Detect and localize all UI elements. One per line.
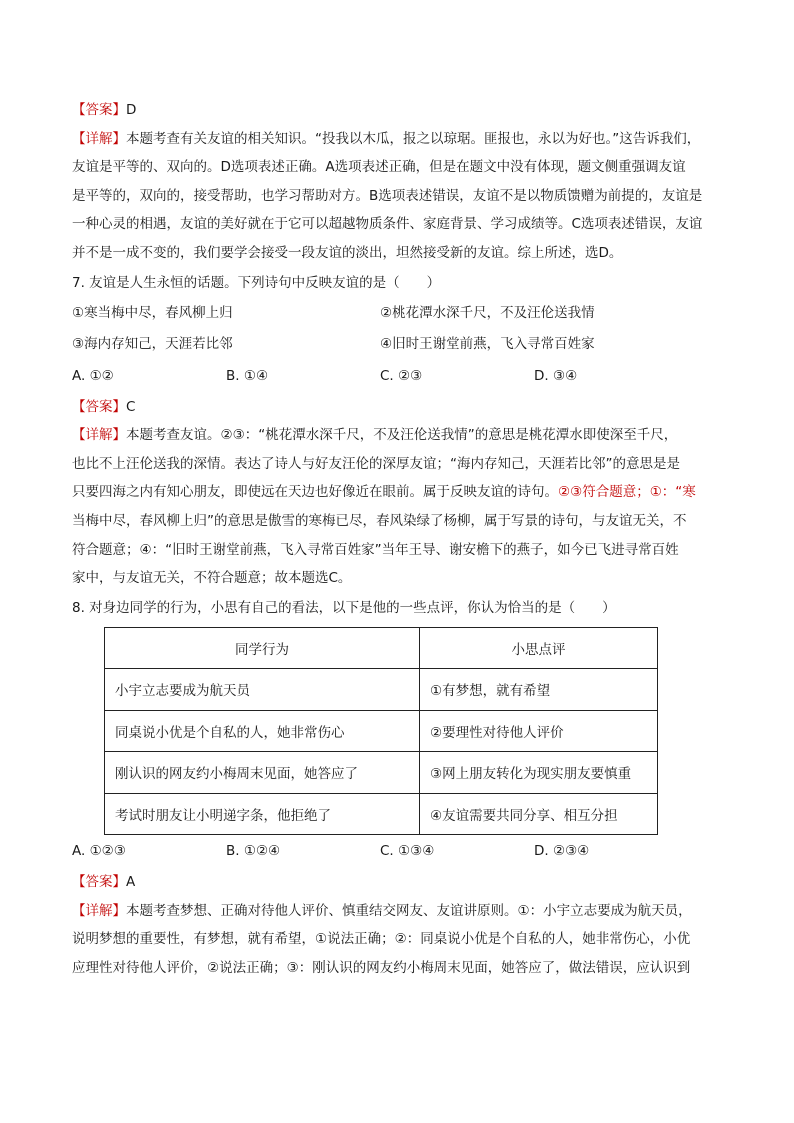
- document-page: [72, 96, 724, 983]
- table-row: [105, 710, 658, 752]
- table-cell: ④友谊需要共同分享、相互分担: [420, 793, 658, 835]
- table-row: [105, 752, 658, 794]
- table-cell: 刚认识的网友约小梅周末见面，她答应了: [105, 752, 420, 794]
- detail-line: 并不是一成不变的，我们要学会接受一段友谊的淡出，坦然接受新的友谊。综上所述，选D。: [72, 244, 623, 261]
- table-row: [105, 793, 658, 835]
- answer-tag: 【答案】: [72, 102, 126, 118]
- table-header: 同学行为: [105, 627, 420, 669]
- table-cell: 同桌说小优是个自私的人，她非常伤心: [105, 710, 420, 752]
- table-cell: ②要理性对待他人评价: [420, 710, 658, 752]
- detail-line: 应理性对待他人评价，②说法正确；③：刚认识的网友约小梅周末见面，她答应了，做法错误，应认识到: [72, 960, 691, 976]
- detail-line: 【详解】本题考查有关友谊的相关知识。“投我以木瓜，报之以琼琚。匪报也，永以为好也。”这告诉我们，: [72, 130, 701, 147]
- poem-item: ④旧时王谢堂前燕，飞入寻常百姓家: [380, 335, 595, 352]
- detail-tag: 【详解】: [72, 902, 126, 919]
- detail-line: 符合题意；④：“旧时王谢堂前燕，飞入寻常百姓家”当年王导、谢安檐下的燕子，如今已飞进寻常百姓: [72, 541, 679, 558]
- table-row: [105, 669, 658, 711]
- detail-line: 只要四海之内有知心朋友，即使远在天边也好像近在眼前。属于反映友谊的诗句。②③符合题意；①：“寒: [72, 484, 696, 501]
- table-cell: ①有梦想，就有希望: [420, 669, 658, 711]
- option-d: D. ③④: [534, 367, 578, 384]
- table-header: 小思点评: [420, 627, 658, 669]
- question-8-stem: 8. 对身边同学的行为，小思有自己的看法，以下是他的一些点评，你认为恰当的是（ ）: [72, 599, 616, 616]
- detail-line: 【详解】本题考查友谊。②③：“桃花潭水深千尺，不及汪伦送我情”的意思是桃花潭水即使深至千尺，: [72, 427, 678, 444]
- poem-item: ②桃花潭水深千尺，不及汪伦送我情: [380, 304, 595, 321]
- detail-line: 一种心灵的相遇，友谊的美好就在于它可以超越物质条件、家庭背景、学习成绩等。C选项表述错误，友谊: [72, 216, 703, 233]
- answer-value: C: [126, 398, 136, 415]
- poem-item: ①寒当梅中尽，春风柳上归: [72, 304, 233, 321]
- detail-line: 家中，与友谊无关，不符合题意；故本题选C。: [72, 570, 352, 587]
- answer-value: D: [126, 102, 137, 118]
- question-7-items: [72, 298, 724, 329]
- highlighted-text: ②③符合题意；①：“寒: [558, 484, 696, 501]
- option-b: B. ①②④: [226, 843, 281, 860]
- option-c: C. ①③④: [380, 843, 435, 860]
- detail-line: 【详解】本题考查梦想、正确对待他人评价、慎重结交网友、友谊讲原则。①：小宇立志要成为航天员，: [72, 902, 692, 919]
- detail-line: 友谊是平等的、双向的。D选项表述正确。A选项表述正确，但是在题文中没有体现，题文侧重强调友谊: [72, 159, 686, 176]
- poem-item: ③海内存知己，天涯若比邻: [72, 335, 233, 352]
- comment-table: [104, 627, 658, 836]
- answer-tag: 【答案】: [72, 398, 126, 415]
- detail-line: 当梅中尽，春风柳上归”的意思是傲雪的寒梅已尽，春风染绿了杨柳，属于写景的诗句，与友谊无关，不: [72, 512, 687, 529]
- question-7-options: [72, 360, 724, 393]
- detail-line: 说明梦想的重要性，有梦想，就有希望，①说法正确；②：同桌说小优是个自私的人，她非常伤心，小优: [72, 931, 691, 948]
- option-d: D. ②③④: [534, 843, 590, 860]
- table-header-row: [105, 627, 658, 669]
- table-cell: ③网上朋友转化为现实朋友要慎重: [420, 752, 658, 794]
- option-a: A. ①②③: [72, 843, 126, 860]
- detail-line: 也比不上汪伦送我的深情。表达了诗人与好友汪伦的深厚友谊；“海内存知己，天涯若比邻”的意思是是: [72, 455, 680, 472]
- answer-value: A: [126, 874, 136, 891]
- detail-tag: 【详解】: [72, 130, 126, 147]
- question-7-items: [72, 329, 724, 360]
- question-7-stem: 7. 友谊是人生永恒的话题。下列诗句中反映友谊的是（ ）: [72, 274, 441, 291]
- question-8-options: [72, 835, 724, 868]
- detail-line: 是平等的，双向的，接受帮助，也学习帮助对方。B选项表述错误，友谊不是以物质馈赠为前提的，友谊是: [72, 187, 703, 204]
- option-c: C. ②③: [380, 367, 423, 384]
- table-cell: 小宇立志要成为航天员: [105, 669, 420, 711]
- option-b: B. ①④: [226, 367, 269, 384]
- table-cell: 考试时朋友让小明递字条，他拒绝了: [105, 793, 420, 835]
- answer-tag: 【答案】: [72, 874, 126, 891]
- answer-line: [72, 393, 724, 422]
- answer-line: [72, 96, 724, 125]
- answer-line: [72, 868, 724, 897]
- option-a: A. ①②: [72, 367, 114, 384]
- detail-tag: 【详解】: [72, 427, 126, 444]
